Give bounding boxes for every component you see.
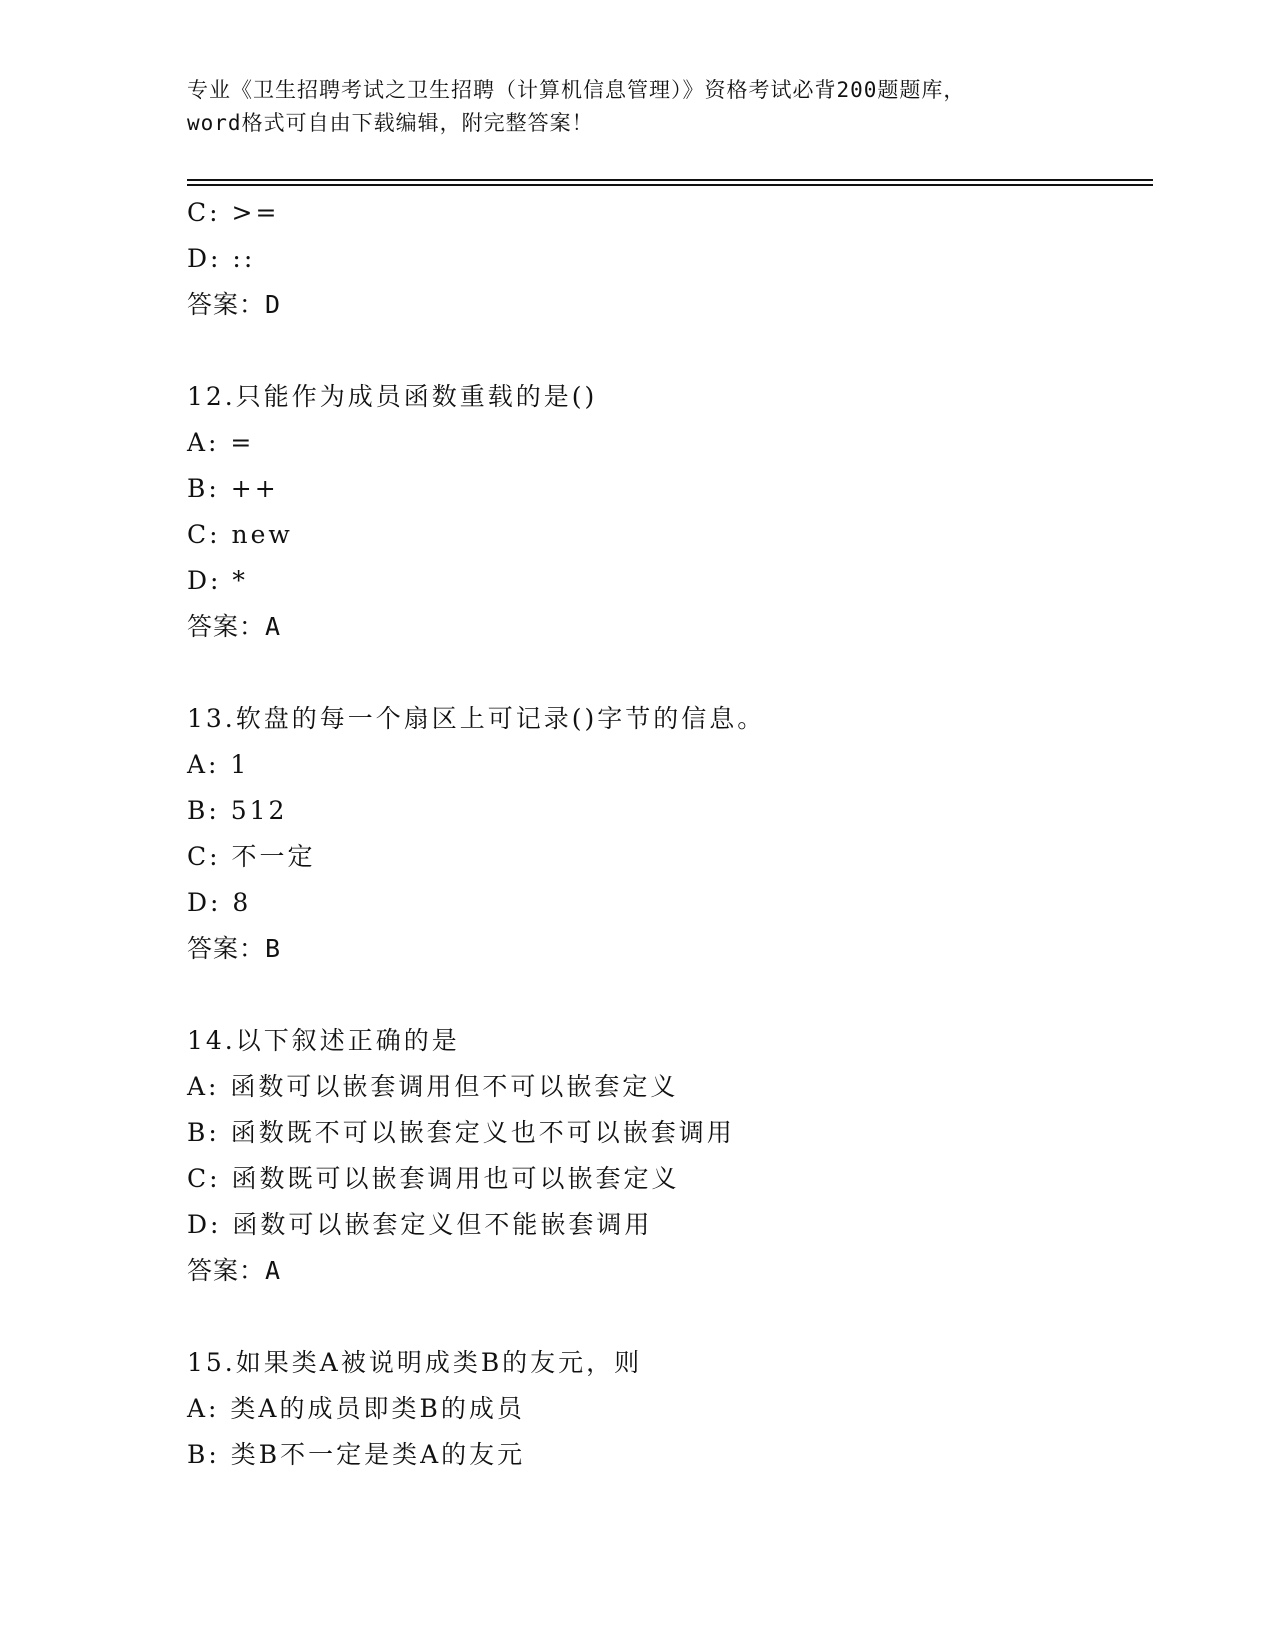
option-a: A: 类A的成员即类B的成员 bbox=[187, 1394, 525, 1423]
spacer bbox=[187, 328, 1153, 374]
option-b: B: 类B不一定是类A的友元 bbox=[187, 1440, 526, 1469]
question-list bbox=[187, 190, 1153, 1478]
option-a: A: = bbox=[187, 428, 255, 457]
option-b: B: 函数既不可以嵌套定义也不可以嵌套调用 bbox=[187, 1118, 735, 1147]
answer-line: 答案：A bbox=[187, 612, 282, 641]
option-d: D: :: bbox=[187, 244, 256, 273]
option-d: D: 8 bbox=[187, 888, 252, 917]
answer-line: 答案：D bbox=[187, 290, 282, 319]
question-stem: 13.软盘的每一个扇区上可记录()字节的信息。 bbox=[187, 704, 766, 733]
header-title-line-1: 专业《卫生招聘考试之卫生招聘（计算机信息管理）》资格考试必背200题题库， bbox=[187, 78, 966, 102]
option-a: A: 函数可以嵌套调用但不可以嵌套定义 bbox=[187, 1072, 679, 1101]
question-13 bbox=[187, 696, 1153, 972]
question-14 bbox=[187, 1018, 1153, 1294]
option-c: C: new bbox=[187, 520, 293, 549]
option-d: D: 函数可以嵌套定义但不能嵌套调用 bbox=[187, 1210, 653, 1239]
question-12 bbox=[187, 374, 1153, 650]
document-header bbox=[187, 74, 1087, 140]
question-11-tail bbox=[187, 190, 1153, 328]
header-divider-bottom bbox=[187, 184, 1153, 186]
spacer bbox=[187, 972, 1153, 1018]
spacer bbox=[187, 650, 1153, 696]
header-title-line-2: word格式可自由下载编辑，附完整答案！ bbox=[187, 111, 594, 135]
option-c: C: 函数既可以嵌套调用也可以嵌套定义 bbox=[187, 1164, 680, 1193]
option-c: C: 不一定 bbox=[187, 842, 316, 871]
spacer bbox=[187, 1294, 1153, 1340]
option-d: D: * bbox=[187, 566, 248, 595]
question-stem: 14.以下叙述正确的是 bbox=[187, 1026, 460, 1055]
option-c: C: >= bbox=[187, 198, 280, 227]
option-b: B: ++ bbox=[187, 474, 279, 503]
question-15 bbox=[187, 1340, 1153, 1478]
option-a: A: 1 bbox=[187, 750, 250, 779]
answer-line: 答案：A bbox=[187, 1256, 282, 1285]
header-divider-top bbox=[187, 179, 1153, 181]
option-b: B: 512 bbox=[187, 796, 288, 825]
question-stem: 12.只能作为成员函数重载的是() bbox=[187, 382, 598, 411]
question-stem: 15.如果类A被说明成类B的友元，则 bbox=[187, 1348, 643, 1377]
answer-line: 答案：B bbox=[187, 934, 282, 963]
